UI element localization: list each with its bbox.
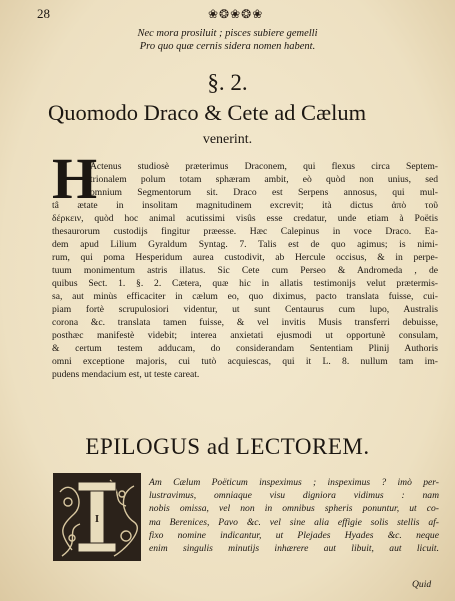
epilogue-line: ma Berenices, Pavo &c. vel sine alia effigie solis stellis af- <box>149 516 439 528</box>
section-number: §. 2. <box>207 70 248 95</box>
epilogue-text <box>149 476 439 555</box>
body-line: tâ ætate in insolitam magnitudinem excrevit; ità dictus ἀπὸ τοῦ <box>52 200 438 211</box>
body-line: rum, qui poma Hesperidum aurea custodivit, ab Hercule occisus, & in perpe- <box>52 252 438 263</box>
verse-line-1: Nec mora prosiluit ; pisces subiere gemelli <box>137 28 318 39</box>
header-ornament: ❀❂❀❂❀ <box>208 7 264 21</box>
body-line: omnium Segmentorum sit. Draco est Serpens annosus, qui mul- <box>90 187 438 198</box>
decorated-initial <box>52 472 142 562</box>
body-text <box>52 160 438 381</box>
verse-line-2: Pro quo quæ cernis sidera nomen habent. <box>139 41 316 52</box>
body-line: posthæc manifestè videbit; interea anxietati ejusmodi ut opportunè consulam, <box>52 330 438 341</box>
epilogue-line: lustravimus, omniaque visu digniora vidimus : nam <box>149 490 439 502</box>
body-line: & certum testem adducam, do considerandam Sententiam Plinij Authoris <box>52 343 438 354</box>
section-title: Quomodo Draco & Cete ad Cælum <box>48 100 367 125</box>
section-title-continued: venerint. <box>202 132 253 147</box>
drop-cap: H <box>52 146 98 211</box>
epilogue-line: fixo nomine indicantur, ut Plejades Hyades &c. neque <box>149 529 439 541</box>
page-number: 28 <box>37 6 50 21</box>
svg-text:I: I <box>94 513 100 525</box>
body-line: tuum monimentum astris illatus. Sic Cete cum Perseo & Andromeda , de <box>52 265 438 276</box>
body-line: δέρκειν, quòd hoc animal acutissimi visûs esse credatur, unde etiam à Poëtis <box>52 213 438 224</box>
epilogue-line: enim singulis minutijs inhærere aut libuit, aut licuit. <box>149 543 439 555</box>
body-line: omni exceptione majoris, cui tutò acquiescas, qui it L. 8. nullum tam im- <box>52 356 438 367</box>
body-line: trionalem polum totam sphæram ambit, eò quòd non unius, sed <box>90 174 438 185</box>
body-line: sa, aut minùs efficaciter in cælum eo, quo diximus, pacto translata fuisse, cui- <box>52 291 438 302</box>
body-line: quibus Sect. 1. §. 2. Cætera, quæ hic in allatis testimonijs velut prætermis- <box>52 278 438 289</box>
body-line: corona &c. translata tamen fuisse, & vel invitis Musis transferri debuisse, <box>52 317 438 328</box>
body-line: thesaurorum custodijs fingitur præesse. Hæc Calepinus in voce Draco. Ea- <box>52 226 438 237</box>
epilogue-line: nobis omissa, vel non in omnibus spheris ponuntur, ut co- <box>149 503 439 515</box>
epilogue-title: EPILOGUS ad LECTOREM. <box>85 434 370 459</box>
catchword: Quid <box>412 579 432 590</box>
body-line: pudens mendacium est, ut teste careat. <box>52 369 200 380</box>
epilogue-line: Am Cælum Poëticum inspeximus ; inspeximus ? imò per- <box>149 477 439 488</box>
body-line: Actenus studiosè præterimus Draconem, qui flexus circa Septem- <box>90 161 438 172</box>
body-line: dem apud Lilium Gyraldum Syntag. 7. Talis est de quo agimus; is nimi- <box>52 239 438 250</box>
body-line: piam fortè scrupulosiori videntur, ut sunt Centaurus cum lupo, Australis <box>52 304 438 315</box>
